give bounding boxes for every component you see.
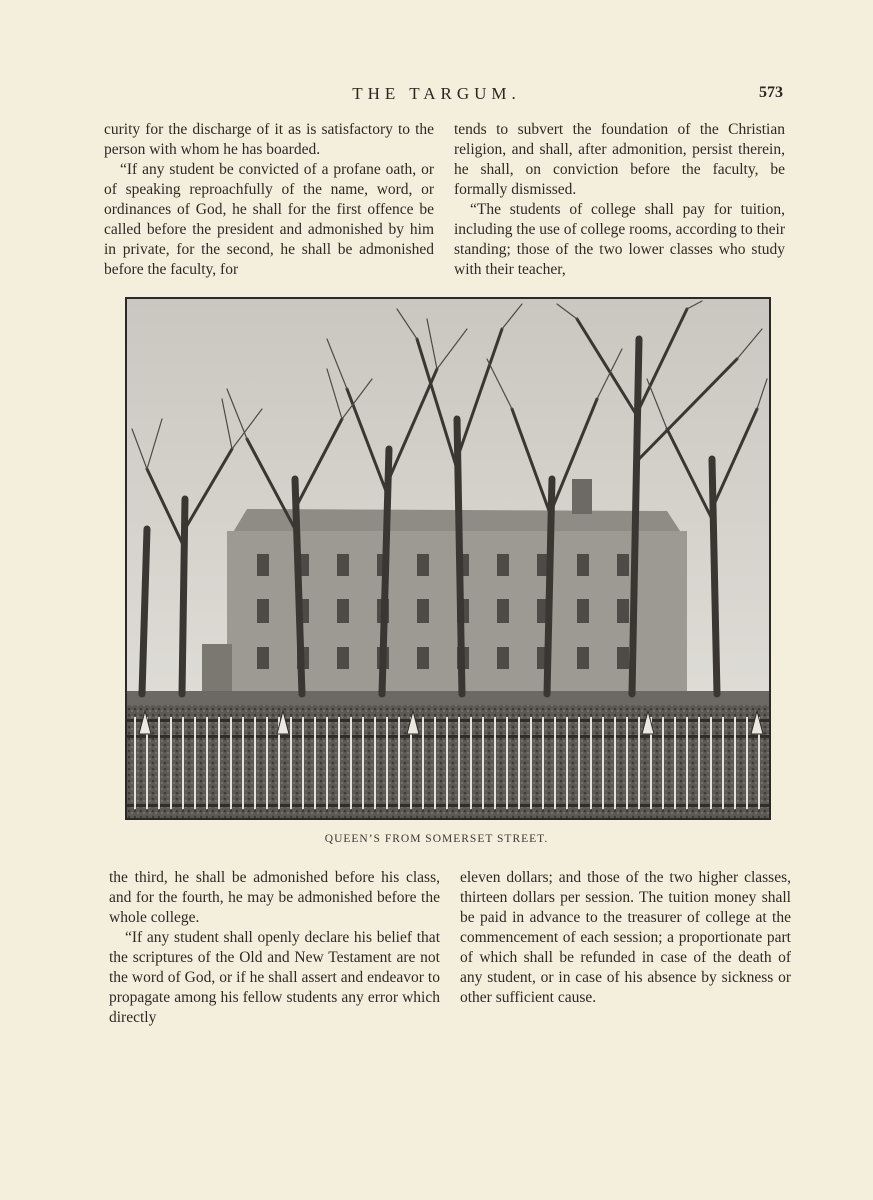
building [202, 479, 687, 692]
paragraph: “If any student shall openly declare his belief that the scriptures of the Old and New Testament are not the word of God, or if he shall assert and endeavor to propagate among his fellow students any error which directly [109, 929, 440, 1026]
paragraph: “The students of college shall pay for tuition, including the use of college rooms, according to their standing; those of the two lower classes who study with their teacher, [454, 201, 786, 278]
illustration-caption: QUEEN’S FROM SOMERSET STREET. [324, 833, 549, 845]
paragraph: tends to subvert the foundation of the Christian religion, and shall, after admonition, persist therein, he shall, on conviction before the faculty, be formally dismissed. [454, 121, 785, 198]
column-top-left [104, 120, 434, 280]
column-top-right [454, 120, 785, 280]
column-bottom-left [109, 868, 440, 1028]
column-bottom-right [460, 868, 791, 1008]
running-header-title: THE TARGUM. [352, 84, 521, 103]
paragraph: curity for the discharge of it as is satisfactory to the person with whom he has boarded. [104, 121, 434, 158]
paragraph: eleven dollars; and those of the two higher classes, thirteen dollars per session. The tuition money shall be paid in advance to the treasurer of college at the commencement of each session; a proportionate part of which shall be refunded in case of the death of any student, or in case of his absence by sickness or other sufficient cause. [460, 869, 791, 1006]
paragraph: “If any student be convicted of a profane oath, or of speaking reproachfully of the name, word, or ordinances of God, he shall for the first offence be called before the president and admonished by him in private, for the second, he shall be admonished before the faculty, for [104, 161, 434, 278]
engraving-image [127, 299, 769, 818]
paragraph: the third, he shall be admonished before his class, and for the fourth, he may be admonished before the whole college. [109, 869, 440, 926]
page-number: 573 [759, 84, 783, 101]
illustration-queens-building [125, 297, 771, 820]
